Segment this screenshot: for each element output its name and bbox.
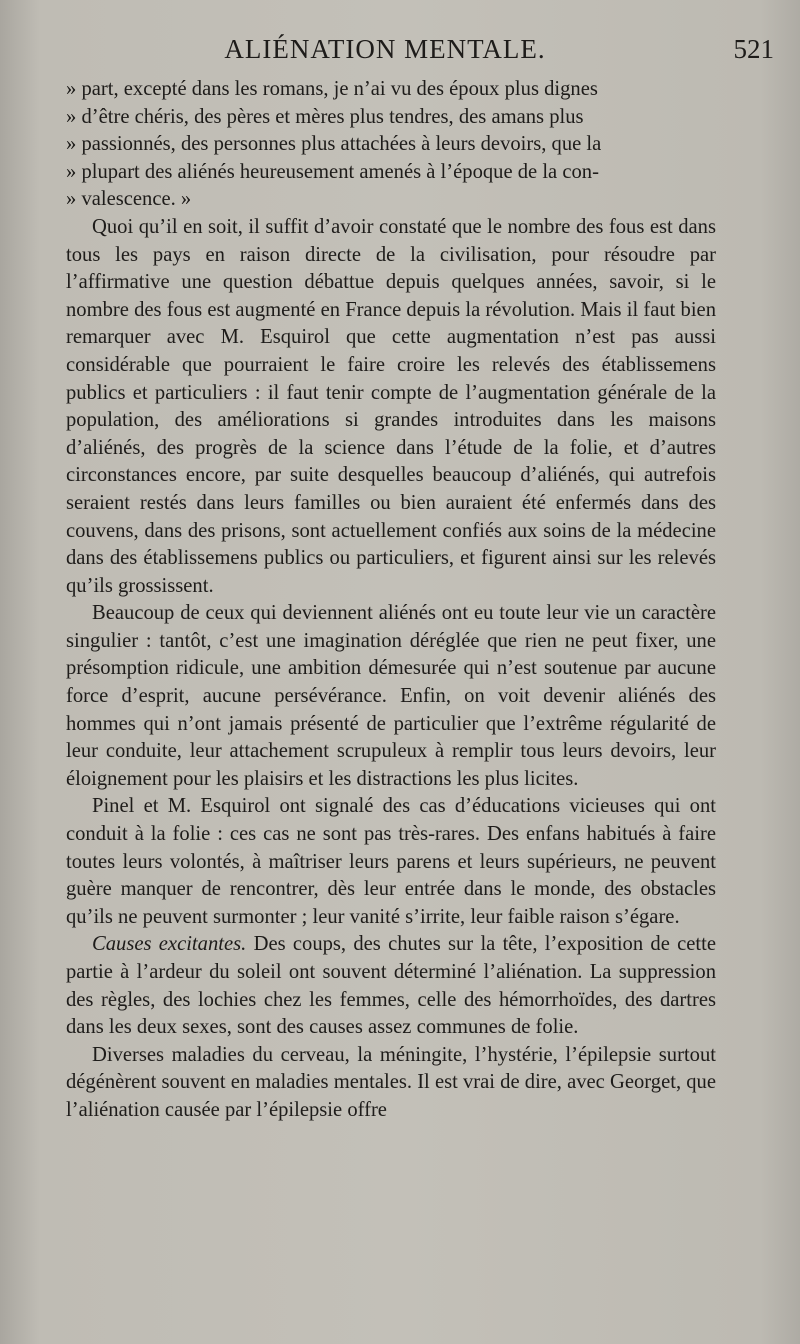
section-heading-causes-excitantes: Causes excitantes. xyxy=(92,933,247,956)
running-title: ALIÉNATION MENTALE. xyxy=(224,34,546,64)
paragraph-education: Pinel et M. Esquirol ont signalé des cas d’éducations vicieuses qui ont conduit à la folie : ces cas ne sont pas très-rares. Des enfans habitués à faire toutes leurs volontés, à maîtriser leurs parens et leurs supérieurs, ne peuvent guère manquer de rencontrer, dès leur entrée dans le monde, des obstacles qu’ils ne peuvent surmonter ; leur vanité s’irrite, leur faible raison s’égare. xyxy=(66,795,716,928)
quote-line: » d’être chéris, des pères et mères plus tendres, des amans plus xyxy=(66,105,584,128)
quotation-block xyxy=(66,76,716,214)
paragraph-character: Beaucoup de ceux qui deviennent aliénés ont eu toute leur vie un caractère singulier : tantôt, c’est une imagination déréglée que rien ne peut fixer, une présomption ridicule, une ambition démesurée qui n’est soutenue par aucune force d’esprit, aucune persévérance. Enfin, on voit devenir aliénés des hommes qui n’ont jamais présenté de particulier que l’extrême régularité de leur conduite, leur attachement scrupuleux à remplir tous leurs devoirs, leur éloignement pour les plaisirs et les distractions les plus licites. xyxy=(66,602,716,790)
paragraph-exciting-causes-text: Des coups, des chutes sur la tête, l’exposition de cette partie à l’ardeur du soleil ont souvent déterminé l’aliénation. La suppression des règles, des lochies chez les femmes, celle des hémorrhoïdes, des dartres dans les deux sexes, sont des causes assez communes de folie. xyxy=(66,933,717,1039)
quote-line: » passionnés, des personnes plus attachées à leurs devoirs, que la xyxy=(66,133,602,156)
quote-line: » part, excepté dans les romans, je n’ai vu des époux plus dignes xyxy=(66,78,598,100)
body-text xyxy=(66,76,716,1125)
page-number: 521 xyxy=(733,34,774,64)
quote-line: » valescence. » xyxy=(66,188,192,211)
page-header xyxy=(0,34,800,74)
paragraph-civilisation: Quoi qu’il en soit, il suffit d’avoir constaté que le nombre des fous est dans tous les pays en raison directe de la civilisation, pour résoudre par l’affirmative une question débattue depuis quelques années, savoir, si le nombre des fous est augmenté en France depuis la révolution. Mais il faut bien remarquer avec M. Esquirol que cette augmentation n’est pas aussi considérable que pourraient le faire croire les relevés des établissemens publics et particuliers : il faut tenir compte de l’augmentation générale de la population, des améliorations si grandes introduites dans les maisons d’aliénés, des progrès de la science dans l’étude de la folie, et d’autres circonstances encore, par suite desquelles beaucoup d’aliénés, qui autrefois seraient restés dans leurs familles ou bien auraient été enfermés dans des couvens, dans des prisons, sont actuellement confiés aux soins de la médecine dans des établissemens publics ou particuliers, et figurent ainsi sur les relevés qu’ils grossissent. xyxy=(66,215,716,597)
paragraph-exciting-causes xyxy=(66,931,716,1041)
paragraph-brain-diseases: Diverses maladies du cerveau, la méningite, l’hystérie, l’épilepsie surtout dégénèrent souvent en maladies mentales. Il est vrai de dire, avec Georget, que l’aliénation causée par l’épilepsie offre xyxy=(66,1043,716,1121)
quote-line: » plupart des aliénés heureusement amenés à l’époque de la con- xyxy=(66,160,599,183)
